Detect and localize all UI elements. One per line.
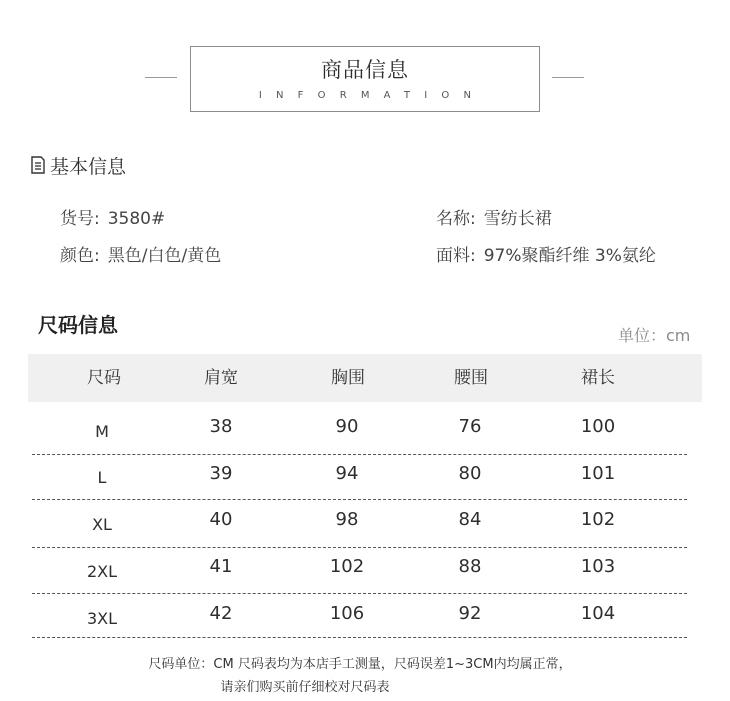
info-value: 黑色/白色/黄色: [107, 246, 222, 266]
table-cell: L: [97, 468, 107, 487]
table-row: [0, 501, 730, 547]
table-cell: 39: [209, 463, 233, 484]
header-divider-left: [145, 77, 177, 78]
document-icon: [30, 156, 46, 174]
page-title: 商品信息: [321, 58, 409, 82]
table-cell: 3XL: [86, 609, 118, 628]
info-item-sku: [60, 208, 165, 230]
table-row: [0, 408, 730, 454]
info-item-fabric: [436, 245, 656, 267]
size-table-header: [28, 354, 702, 402]
footnote-line-2: 请亲们购买前仔细校对尺码表: [220, 680, 390, 695]
info-label: 面料:: [436, 246, 476, 266]
column-header: 腰围: [454, 368, 488, 388]
column-header: 裙长: [581, 368, 615, 388]
table-cell: 76: [458, 416, 482, 437]
table-cell: 102: [329, 556, 365, 577]
table-cell: 88: [458, 556, 482, 577]
size-info-title: 尺码信息: [38, 313, 118, 337]
table-cell: M: [95, 422, 109, 441]
table-cell: 42: [209, 603, 233, 624]
row-divider: [32, 593, 687, 594]
table-cell: 103: [580, 556, 616, 577]
table-cell: 2XL: [86, 562, 118, 581]
column-header: 肩宽: [204, 368, 238, 388]
table-cell: 98: [335, 509, 359, 530]
table-row: [0, 455, 730, 501]
table-row: [0, 548, 730, 594]
info-value: 雪纺长裙: [483, 209, 552, 229]
table-cell: 41: [209, 556, 233, 577]
footnote-line-1: 尺码单位：CM 尺码表均为本店手工测量，尺码误差1~3CM内均属正常，: [148, 657, 572, 672]
table-cell: 101: [580, 463, 616, 484]
info-item-name: [436, 208, 552, 230]
header-divider-right: [552, 77, 584, 78]
basic-info-title: 基本信息: [50, 155, 127, 178]
info-value: 3580#: [107, 209, 166, 229]
table-cell: 94: [335, 463, 359, 484]
table-cell: 90: [335, 416, 359, 437]
info-label: 颜色:: [60, 246, 100, 266]
row-divider: [32, 637, 687, 638]
table-cell: 104: [580, 603, 616, 624]
header-box: [190, 46, 540, 112]
table-cell: XL: [92, 515, 112, 534]
info-item-color: [60, 245, 221, 267]
table-cell: 40: [209, 509, 233, 530]
basic-info-heading: [30, 152, 126, 178]
table-row: [0, 595, 730, 641]
table-cell: 38: [209, 416, 233, 437]
column-header: 胸围: [331, 368, 365, 388]
info-label: 名称:: [436, 209, 476, 229]
info-label: 货号:: [60, 209, 100, 229]
page-subtitle: INFORMATION: [258, 90, 486, 101]
column-header: 尺码: [87, 368, 121, 388]
table-cell: 106: [329, 603, 365, 624]
info-value: 97%聚酯纤维 3%氨纶: [483, 246, 656, 266]
table-cell: 92: [458, 603, 482, 624]
row-divider: [32, 499, 687, 500]
table-cell: 84: [458, 509, 482, 530]
table-cell: 100: [580, 416, 616, 437]
table-cell: 102: [580, 509, 616, 530]
unit-label: 单位：cm: [618, 326, 691, 345]
table-cell: 80: [458, 463, 482, 484]
